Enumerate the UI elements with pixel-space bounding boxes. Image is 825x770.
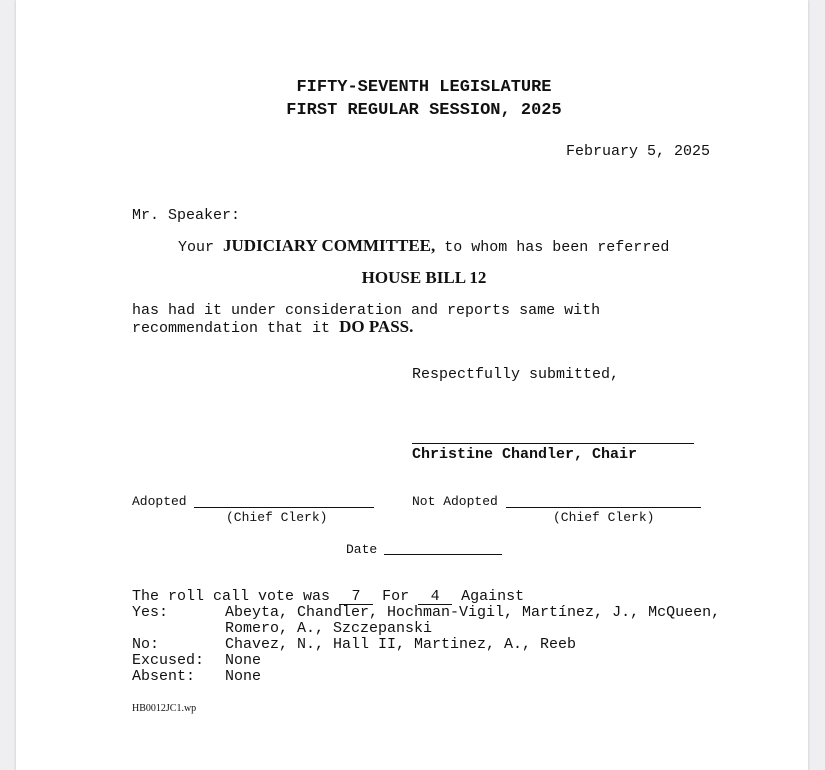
referral-prefix: Your	[178, 239, 215, 256]
vote-no-names: Chavez, N., Hall II, Martinez, A., Reeb	[225, 636, 577, 653]
vote-yes-line-2: Romero, A., Szczepanski	[225, 620, 433, 637]
roll-call-line	[132, 588, 524, 605]
adopted-signature-line	[194, 507, 374, 508]
file-reference: HB0012JC1.wp	[132, 703, 197, 714]
not-adopted-clerk-label: (Chief Clerk)	[553, 510, 655, 525]
against-count: 4	[418, 589, 452, 605]
salutation: Mr. Speaker:	[132, 207, 241, 224]
signature-line	[412, 443, 694, 444]
report-date: February 5, 2025	[566, 143, 711, 160]
adopted-clerk-label: (Chief Clerk)	[226, 510, 328, 525]
vote-excused-label: Excused:	[132, 652, 205, 669]
roll-call-prefix: The roll call vote was	[132, 588, 331, 605]
legislature-heading: FIFTY-SEVENTH LEGISLATURE	[296, 78, 552, 97]
document-page	[16, 0, 808, 770]
vote-no-label: No:	[132, 636, 160, 653]
referral-suffix: to whom has been referred	[444, 239, 670, 256]
referral-line	[178, 236, 669, 256]
signer-name: Christine Chandler, Chair	[412, 446, 638, 463]
for-count: 7	[339, 589, 373, 605]
against-label: Against	[461, 588, 525, 605]
date-label: Date	[346, 542, 378, 557]
vote-yes-label: Yes:	[132, 604, 169, 621]
report-line-2-prefix: recommendation that it	[132, 320, 331, 337]
closing-text: Respectfully submitted,	[412, 366, 620, 383]
not-adopted-label: Not Adopted	[412, 494, 498, 509]
report-line-1: has had it under consideration and reports same with	[132, 302, 601, 319]
report-line-2	[132, 317, 413, 337]
session-heading: FIRST REGULAR SESSION, 2025	[286, 101, 562, 120]
vote-yes-line-1: Abeyta, Chandler, Hochman-Vigil, Martínez, J., McQueen,	[225, 604, 721, 621]
for-label: For	[382, 588, 410, 605]
vote-excused-names: None	[225, 652, 262, 669]
vote-absent-label: Absent:	[132, 668, 196, 685]
adopted-label: Adopted	[132, 494, 187, 509]
bill-title: HOUSE BILL 12	[361, 268, 487, 287]
not-adopted-signature-line	[506, 507, 701, 508]
vote-absent-names: None	[225, 668, 262, 685]
date-line	[384, 554, 502, 555]
committee-name: JUDICIARY COMMITTEE,	[223, 236, 436, 255]
recommendation: DO PASS.	[339, 317, 414, 336]
